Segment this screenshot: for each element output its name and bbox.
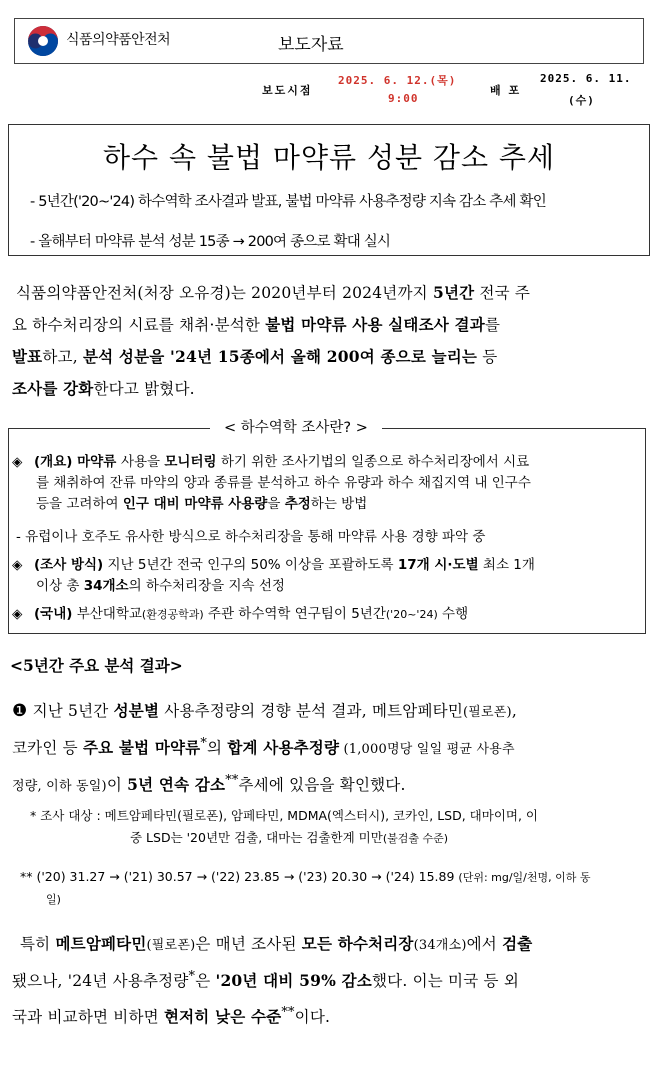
section-title: <5년간 주요 분석 결과>: [10, 656, 183, 675]
info-box-title: < 하수역학 조사란? >: [210, 416, 382, 437]
headline-subtitle-1: - 5년간('20~'24) 하수역학 조사결과 발표, 불법 마약류 사용추정량 지속 감소 추세 확인: [30, 194, 546, 210]
number-one-icon: ❶: [12, 701, 28, 721]
info-item-method: ◈ (조사 방식) 지난 5년간 전국 인구의 50% 이상을 포괄하도록 17개 시·도별 최소 1개 이상 총 34개소의 하수처리장을 지속 선정: [12, 557, 535, 594]
info-item-overseas: - 유럽이나 호주도 유사한 방식으로 하수처리장을 통해 마약류 사용 경향 파악 중: [16, 529, 486, 545]
footnote-1: * 조사 대상 : 메트암페타민(필로폰), 암페타민, MDMA(엑스터시), 코카인, LSD, 대마이며, 이 중 LSD는 '20년만 검출, 대마는 검출한계 미만(불검출 수준): [30, 808, 538, 845]
release-date: 2025. 6. 12.(목): [338, 74, 457, 87]
diamond-icon: ◈: [12, 454, 23, 470]
headline-subtitle-2: - 올해부터 마약류 분석 성분 15종 → 200여 종으로 확대 실시: [30, 234, 391, 250]
info-item-overview: ◈ (개요) 마약류 사용을 모니터링 하기 위한 조사기법의 일종으로 하수처리장에서 시료 를 채취하여 잔류 마약의 양과 종류를 분석하고 하수 유량과 하수 채집지역 내 인구수 등을 고려하여 인구 대비 마약류 사용량을 추정하는 방법: [12, 454, 531, 512]
headline-title: 하수 속 불법 마약류 성분 감소 추세: [102, 141, 556, 174]
distribution-label: 배 포: [490, 84, 522, 97]
government-emblem-icon: [26, 24, 60, 58]
result-paragraph-1: ❶ 지난 5년간 성분별 사용추정량의 경향 분석 결과, 메트암페타민(필로폰), 코카인 등 주요 불법 마약류*의 합계 사용추정량 (1,000명당 일일 평균 사용추 정량, 이하 동일)이 5년 연속 감소**추세에 있음을 확인했다.: [12, 701, 517, 795]
release-time-label: 보도시점: [262, 84, 313, 97]
distribution-date: 2025. 6. 11.: [540, 72, 632, 85]
info-item-domestic: ◈ (국내) 부산대학교(환경공학과) 주관 하수역학 연구팀이 5년간('20~'24) 수행: [12, 604, 642, 625]
distribution-day: (수): [568, 94, 595, 107]
press-release-label: 보도자료: [278, 35, 344, 55]
org-name: 식품의약품안전처: [66, 32, 171, 48]
release-time: 9:00: [388, 92, 419, 105]
diamond-icon: ◈: [12, 606, 23, 622]
result-paragraph-2: 특히 메트암페타민(필로폰)은 매년 조사된 모든 하수처리장(34개소)에서 검출 됐으나, '24년 사용추정량*은 '20년 대비 59% 감소했다. 이는 미국 등 외 국과 비교하면 비하면 현저히 낮은 수준**이다.: [12, 934, 533, 1027]
intro-paragraph: 식품의약품안전처(처장 오유경)는 2020년부터 2024년까지 5년간 전국 주 요 하수처리장의 시료를 채취·분석한 불법 마약류 사용 실태조사 결과를 발표하고, 분석 성분을 '24년 15종에서 올해 200여 종으로 늘리는 등 조사를 강화한다고 밝혔다.: [12, 283, 531, 398]
footnote-2: ** ('20) 31.27 → ('21) 30.57 → ('22) 23.85 → ('23) 20.30 → ('24) 15.89 (단위: mg/일/천명, 이하 동 일): [20, 869, 591, 906]
diamond-icon: ◈: [12, 557, 23, 573]
